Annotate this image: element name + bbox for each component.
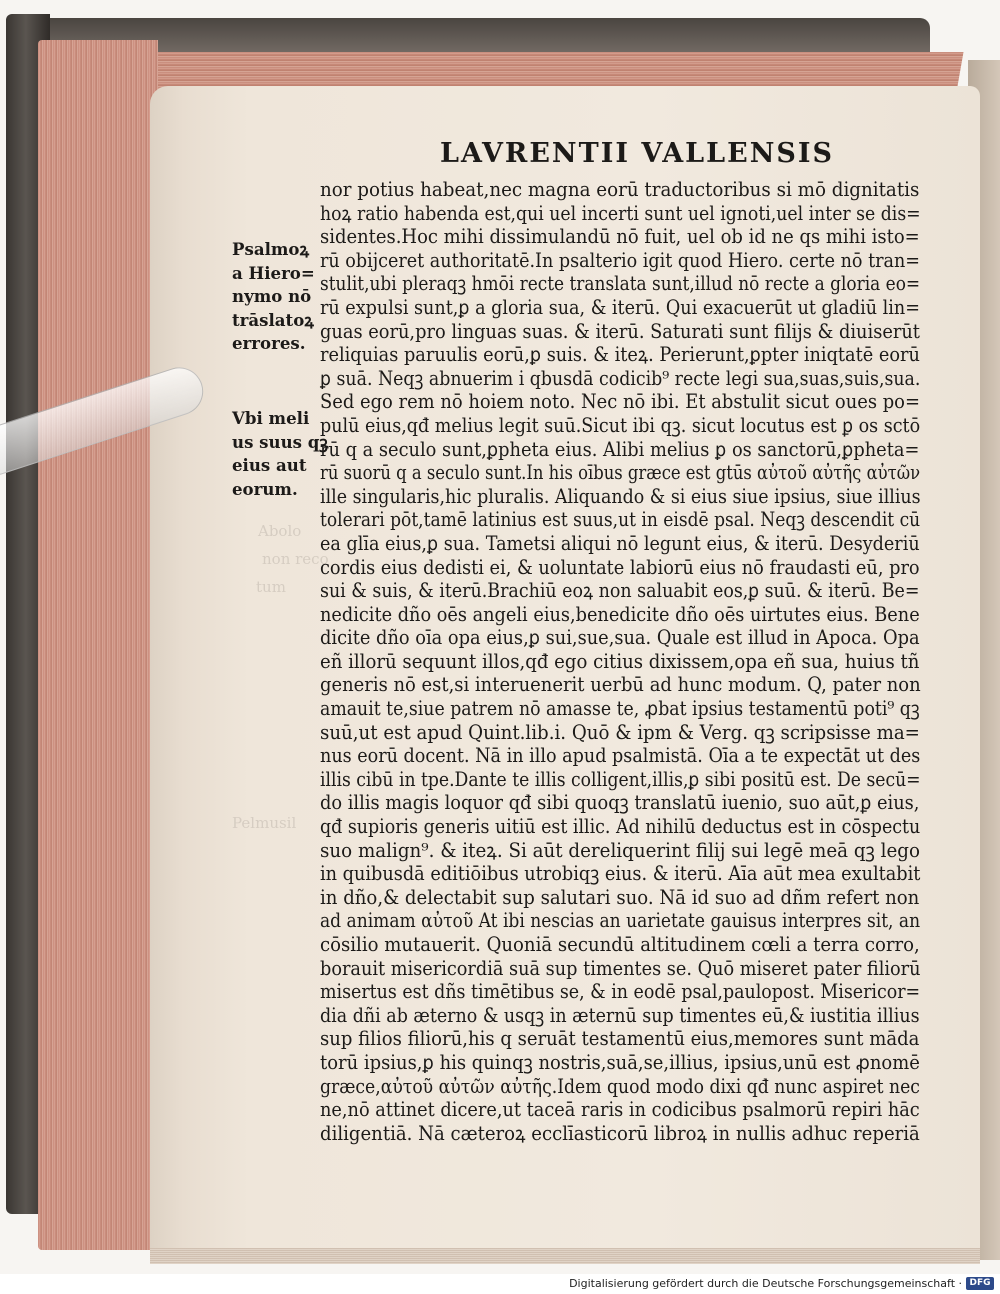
running-head: LAVRENTII VALLENSIS <box>440 138 835 169</box>
marginal-line: a Hiero= <box>232 262 315 283</box>
text-line: dia dñi ab æterno & usqꝫ in æternū sup timentes eū,& iustitia illius <box>320 1003 920 1027</box>
book-fore-edge <box>38 40 158 1250</box>
main-text-column <box>320 178 920 1145</box>
text-line: tolerari pōt,tamē latinius est suus,ut in eisdē psal. Neqꝫ descendit cū <box>320 508 921 532</box>
text-line: in dño,& delectabit sup salutari suo. Nā id suo ad dñm refert non <box>320 885 920 909</box>
text-line: rū expulsi sunt,ꝑ a gloria sua, & iterū. Qui exacuerūt ut gladiū lin= <box>320 295 920 319</box>
marginal-line: eius aut <box>232 455 307 476</box>
marginal-line: errores. <box>232 333 306 354</box>
text-line: diligentiā. Nā cæteroꝝ ecclīasticorū libroꝝ in nullis adhuc reperiā <box>320 1121 920 1145</box>
show-through-text: tum <box>256 578 286 596</box>
text-line: nedicite dño oēs angeli eius,benedicite dño oēs uirtutes eius. Bene <box>320 602 920 626</box>
show-through-text: Pelmusil <box>232 814 297 832</box>
text-line: suo malign⁹. & iteꝝ. Si aūt dereliquerint filij sui legē meā qꝫ lego <box>320 838 920 862</box>
text-line: cōsilio mutauerit. Quoniā secundū altitudinem cœli a terra corro, <box>320 933 920 956</box>
text-line: sidentes.Hoc mihi dissimulandū nō fuit, uel ob id ne qs mihi isto= <box>320 225 920 249</box>
marginal-line: trāslatoꝝ <box>232 309 314 330</box>
text-line: sui & suis, & iterū.Brachiū eoꝝ non saluabit eos,ꝑ suū. & iterū. Be= <box>320 579 920 603</box>
text-line: nus eorū docent. Nā in illo apud psalmistā. Oīa a te expectāt ut des <box>320 744 921 768</box>
text-line: generis nō est,si interuenerit uerbū ad hunc modum. Q, pater non <box>320 673 921 697</box>
text-line: eñ illorū sequunt illos,qđ ego citius dixissem,opa eñ sua, huius tñ <box>320 649 920 673</box>
text-line: suū,ut est apud Quint.lib.i. Quō & ipm & Verg. qꝫ scripsisse ma= <box>320 720 920 744</box>
dfg-logo: DFG <box>966 1277 994 1290</box>
text-line: illis cibū in tpe.Dante te illis colligent,illis,ꝑ sibi positū est. De secū= <box>320 767 921 791</box>
text-line: torū ipsius,ꝑ his quinqꝫ nostris,suā,se,illius, ipsius,unū est ꝓnomē <box>320 1050 920 1074</box>
text-line: sup filios filiorū,his q seruāt testamentū eius,memores sunt māda <box>320 1027 920 1051</box>
show-through-text: Abolo <box>258 522 302 540</box>
marginal-line: nymo nō <box>232 286 312 307</box>
text-line: Sed ego rem nō hoiem noto. Nec nō ibi. Et abstulit sicut oues po= <box>320 390 920 414</box>
marginal-line: eorum. <box>232 478 298 499</box>
footer-credit-text: Digitalisierung gefördert durch die Deutsche Forschungsgemeinschaft · <box>569 1277 962 1290</box>
text-line: græce,αὐτοῦ αὐτῶν αὐτῆς.Idem quod modo dixi qđ nunc aspiret nec <box>320 1074 920 1098</box>
text-line: borauit misericordiā suā sup timentes se. Quō miseret pater filiorū <box>320 956 921 980</box>
text-line: rū q a seculo sunt,ꝑpheta eius. Alibi melius ꝑ os sanctorū,ꝑpheta= <box>320 437 920 461</box>
marginal-line: us suus qꝫ <box>232 431 328 452</box>
marginal-line: Vbi meli <box>232 408 310 428</box>
book-bottom-edge <box>150 1248 980 1264</box>
text-line: nor potius habeat,nec magna eorū traductoribus si mō dignitatis <box>320 178 920 201</box>
text-line: hoꝝ ratio habenda est,qui uel incerti sunt uel ignoti,uel inter se dis= <box>320 201 921 225</box>
text-line: ea glīa eius,ꝑ sua. Tametsi aliqui nō legunt eius, & iterū. Desyderiū <box>320 531 920 555</box>
text-line: in quibusdā editiōibus utrobiqꝫ eius. & iterū. Aīa aūt mea exultabit <box>320 862 921 886</box>
footer-credit-bar <box>0 1274 1000 1294</box>
text-line: rū suorū q a seculo sunt.In his oībus græce est gtūs αὐτοῦ αὐτῆς αὐτῶν <box>320 461 921 485</box>
marginal-note-psalms <box>232 238 324 356</box>
text-line: dicite dño oīa opa eius,ꝑ sui,sue,sua. Quale est illud in Apoca. Opa <box>320 626 920 650</box>
text-line: ne,nō attinet dicere,ut taceā raris in codicibus psalmorū repiri hāc <box>320 1098 920 1122</box>
show-through-text: non reco <box>262 550 329 568</box>
text-line: do illis magis loquor qđ sibi quoqꝫ translatū iuenio, suo aūt,ꝑ eius, <box>320 791 920 815</box>
text-line: ad animam αὐτοῦ At ibi nescias an uarietate gauisus interpres sit, an <box>320 909 921 933</box>
text-line: reliquias paruulis eorū,ꝑ suis. & iteꝝ. Perierunt,ꝑpter iniqtatē eorū <box>320 343 920 367</box>
text-line: misertus est dñs timētibus se, & in eodē psal,paulopost. Misericor= <box>320 980 921 1004</box>
marginal-note-suus <box>232 407 328 501</box>
text-line: cordis eius dedisti ei, & uoluntate labiorū eius nō fraudasti eū, pro <box>320 555 920 579</box>
marginal-line: Psalmoꝝ <box>232 239 310 259</box>
text-line: pulū eius,qđ melius legit suū.Sicut ibi qꝫ. sicut locutus est ꝑ os sctō <box>320 413 921 437</box>
text-line: rū obijceret authoritatē.In psalterio igit quod Hiero. certe nō tran= <box>320 248 921 272</box>
text-line: guas eorū,pro linguas suas. & iterū. Saturati sunt filijs & diuiserūt <box>320 319 920 343</box>
text-line: amauit te,siue patrem nō amasse te, ꝓbat ipsius testamentū poti⁹ qꝫ <box>320 697 920 721</box>
text-line: stulit,ubi pleraqꝫ hmōi recte translata sunt,illud nō recte a gloria eo= <box>320 272 921 296</box>
text-line: ꝑ suā. Neqꝫ abnuerim i qbusdā codicib⁹ recte legi sua,suas,suis,sua. <box>320 366 921 390</box>
text-line: qđ supioris generis uitiū est illic. Ad nihilū deductus est in cōspectu <box>320 815 921 839</box>
text-line: ille singularis,hic pluralis. Aliquando & si eius siue ipsius, siue illius <box>320 484 921 508</box>
